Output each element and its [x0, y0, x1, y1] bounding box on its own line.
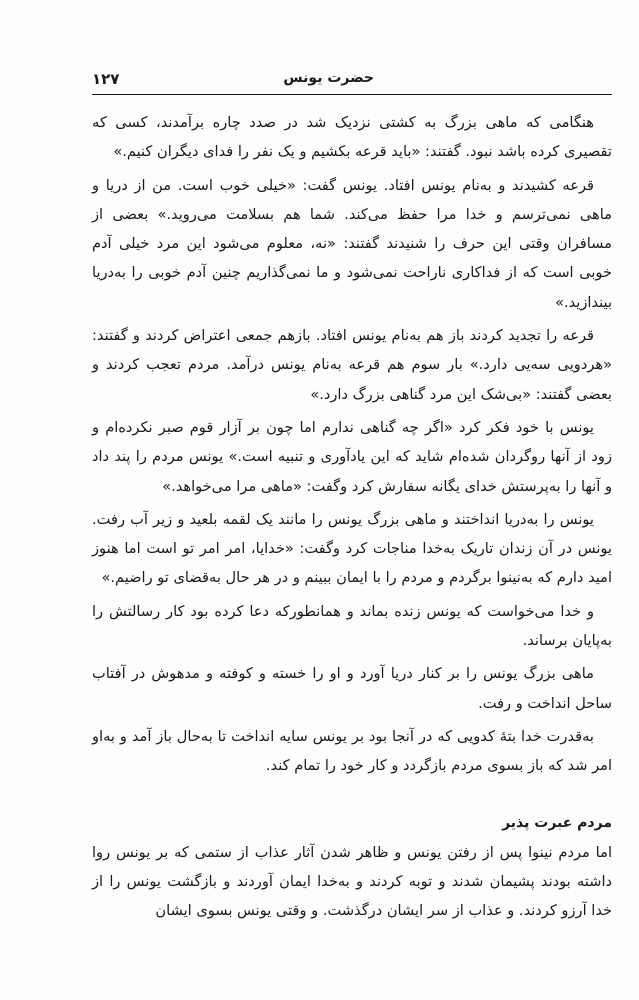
paragraph: قرعه کشیدند و به‌نام یونس افتاد. یونس گفت: «خیلی خوب است. من از دریا و ماهی نمی‌ترسم و خدا مرا حفظ می‌کند. شما هم بسلامت می‌روید.» بعضی از مسافران وقتی این حرف را شنیدند گفتند: «نه، معلوم می‌شود این مرد خیلی آدم خوبی است که از فداکاری ناراحت نمی‌شود و ما نمی‌گذاریم چنین آدم خوبی را به‌دریا بیندازید.» — [92, 176, 612, 311]
running-header — [92, 66, 612, 94]
body-text — [92, 108, 612, 930]
section-heading: مردم عبرت پذیر — [502, 814, 612, 831]
paragraph: به‌قدرت خدا بتهٔ کدویی که در آنجا بود بر یونس سایه انداخت تا به‌حال باز آمد و به‌او امر شد که باز بسوی مردم بازگردد و کار خود را تمام کند. — [92, 727, 612, 775]
chapter-title: حضرت یونس — [283, 70, 374, 86]
paragraph: یونس را به‌دریا انداختند و ماهی بزرگ یونس را مانند یک لقمه بلعید و زیر آب رفت. یونس در آن زندان تاریک به‌خدا مناجات کرد وگفت: «خدایا، امر امر تو است اما هنوز امید دارم که به‌نینوا برگردم و مردم را با ایمان ببینم و در هر حال به‌قضای تو راضیم.» — [92, 510, 612, 587]
paragraph: قرعه را تجدید کردند باز هم به‌نام یونس افتاد. بازهم جمعی اعتراض کردند و گفتند: «هردویی سه‌یی دارد.» بار سوم هم قرعه به‌نام یونس درآمد. مردم تعجب کردند و بعضی گفتند: «بی‌شک این مرد گناهی بزرگ دارد.» — [92, 327, 612, 403]
paragraph: اما مردم نینوا پس از رفتن یونس و ظاهر شدن آثار عذاب از ستمی که بر یونس روا داشته بودند پشیمان شدند و توبه کردند و به‌خدا ایمان آوردند و بازگشت یونس را از خدا آرزو کردند. و عذاب از سر ایشان درگذشت. و وقتی یونس بسوی ایشان — [92, 843, 612, 920]
paragraph: هنگامی که ماهی بزرگ به کشتی نزدیک شد در صدد چاره برآمدند، کسی که تقصیری کرده باشد نبود. گفتند: «باید قرعه بکشیم و یک نفر را فدای دیگران کنیم.» — [92, 114, 612, 161]
paragraph: یونس با خود فکر کرد «اگر چه گناهی ندارم اما چون بر آزار قوم صبر نکرده‌ام و زود از آنها روگردان شده‌ام شاید که این یادآوری و تنبیه است.» یونس مردم را پند داد و آنها را به‌پرستش خدای یگانه سفارش کرد وگفت: «ماهی مرا می‌خواهد.» — [92, 418, 612, 495]
paragraph: ماهی بزرگ یونس را بر کنار دریا آورد و او را خسته و کوفته و مدهوش در آفتاب ساحل انداخت و رفت. — [92, 665, 612, 712]
header-rule — [92, 94, 612, 95]
page-number: ۱۲۷ — [92, 70, 120, 88]
paragraph: و خدا می‌خواست که یونس زنده بماند و همانطورکه دعا کرده بود کار رسالتش را به‌پایان برساند. — [92, 602, 612, 650]
